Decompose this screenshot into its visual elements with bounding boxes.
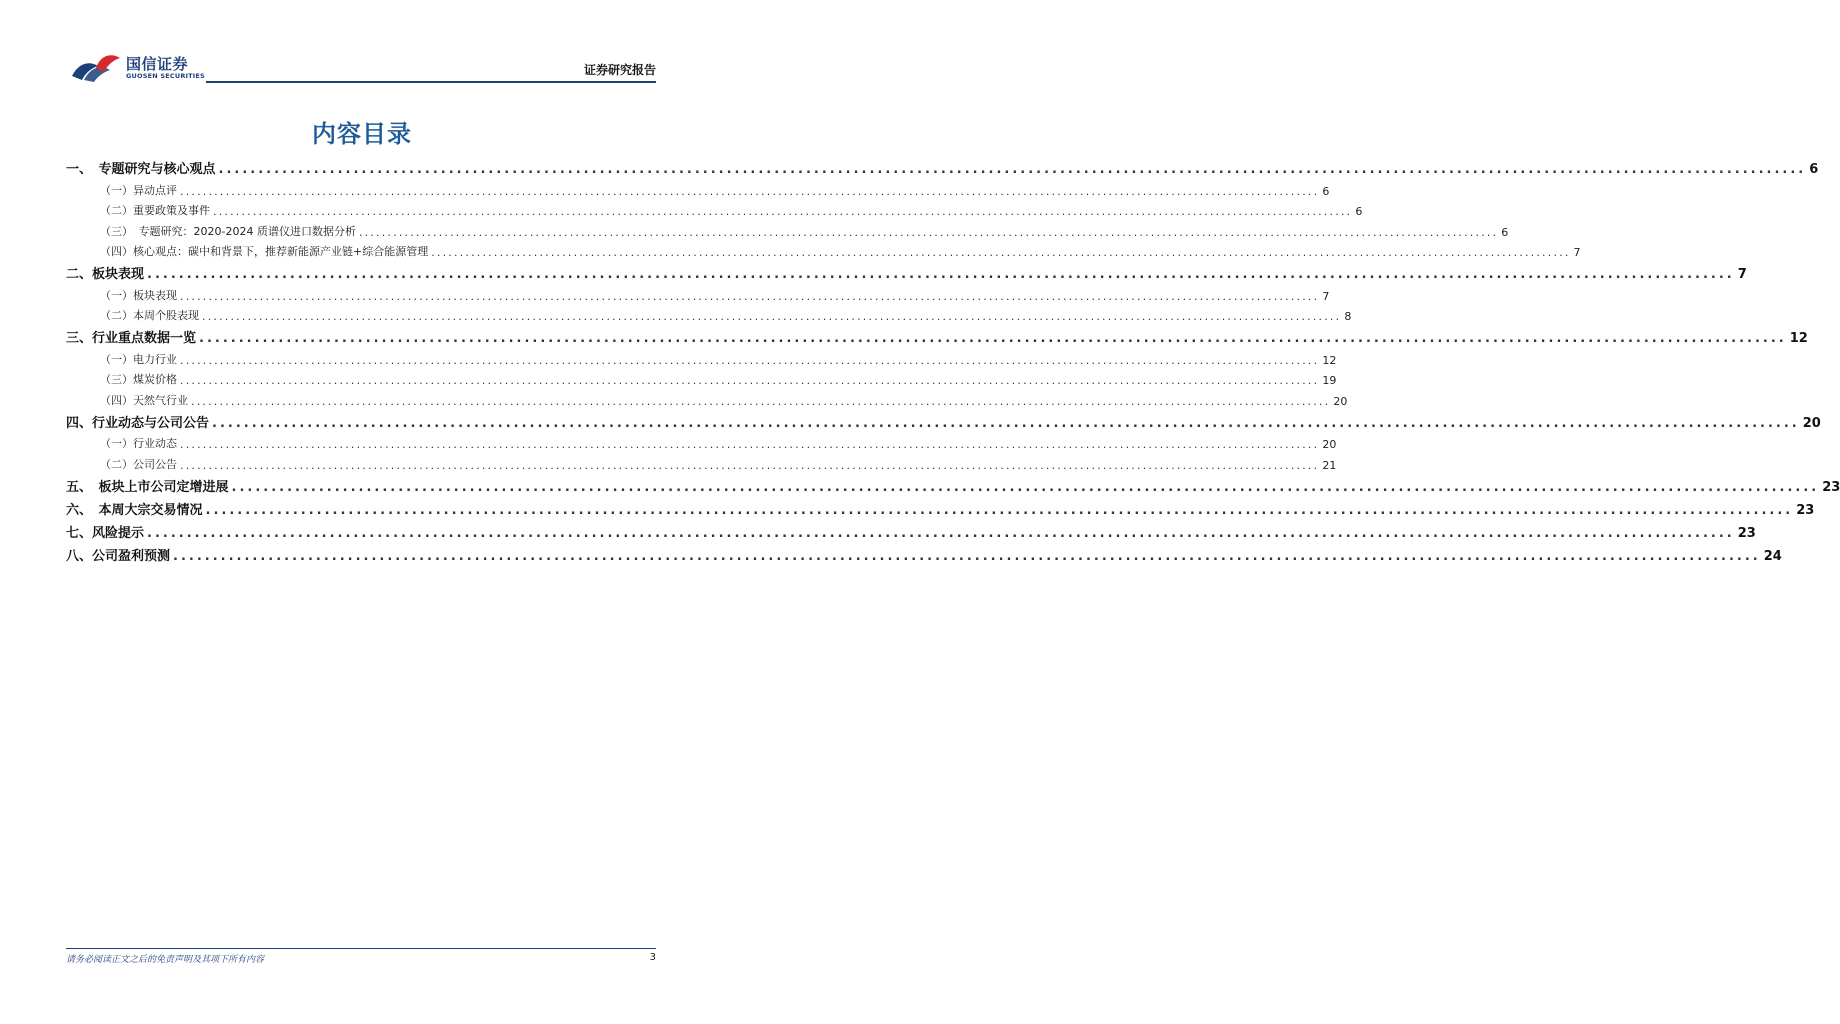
toc-leader-dots: ........................................................................................................................................................................................................ (147, 267, 1735, 282)
toc-leader-dots: ........................................................................................................................................................................................................ (147, 525, 1735, 541)
toc-page-number: 6 (1322, 184, 1330, 198)
toc-leader-dots: ........................................................................................................................................................................................................ (180, 438, 1320, 451)
toc-leader-dots: ........................................................................................................................................................................................................ (180, 353, 1320, 367)
toc-entry-text: （一）异动点评 (100, 183, 177, 197)
toc-subsection-link[interactable] (66, 431, 1337, 452)
toc-leader-dots: ........................................................................................................................................................................................................ (199, 331, 1787, 346)
toc-entry-text: 二、板块表现 (66, 267, 145, 282)
toc-section-link[interactable] (66, 154, 1819, 177)
toc-entry-text: （三）煤炭价格 (100, 373, 177, 386)
table-of-contents (66, 154, 1840, 564)
header-rule (206, 81, 656, 83)
toc-leader-dots: ........................................................................................................................................................................................................ (213, 205, 1353, 218)
toc-leader-dots: ........................................................................................................................................................................................................ (231, 479, 1820, 495)
toc-entry-text: 八、公司盈利预测 (66, 548, 171, 564)
toc-subsection-link[interactable] (66, 198, 1363, 219)
toc-page-number: 6 (1809, 162, 1819, 177)
toc-entry-text: （三） 专题研究：2020-2024 质谱仪进口数据分析 (100, 224, 356, 238)
toc-page-number: 7 (1737, 267, 1747, 282)
logo-chinese-name: 国信证券 (126, 55, 189, 73)
toc-entry-text: （一）板块表现 (100, 288, 177, 302)
toc-page-number: 7 (1322, 289, 1330, 303)
toc-section-link[interactable] (66, 408, 1821, 431)
toc-entry-text: 六、 本周大宗交易情况 (66, 502, 203, 518)
toc-page-number: 8 (1344, 310, 1352, 323)
toc-section-link[interactable] (66, 323, 1808, 346)
disclaimer: 请务必阅读正文之后的免责声明及其项下所有内容 (66, 955, 265, 965)
footer-rule (66, 948, 656, 949)
toc-entry-text: 四、行业动态与公司公告 (66, 415, 210, 431)
toc-entry-text: （二）公司公告 (100, 457, 177, 471)
toc-page-number: 6 (1355, 205, 1363, 218)
toc-entry-text: （四）天然气行业 (100, 393, 188, 407)
toc-page-number: 12 (1322, 353, 1337, 367)
toc-section-link[interactable] (66, 259, 1747, 282)
toc-page-number: 20 (1802, 415, 1821, 431)
logo-english-name: GUOSEN SECURITIES (126, 72, 205, 80)
toc-leader-dots: ........................................................................................................................................................................................................ (180, 458, 1320, 472)
toc-page-number: 21 (1322, 458, 1337, 472)
toc-section-link[interactable] (66, 541, 1782, 564)
toc-entry-text: （一）电力行业 (100, 352, 177, 366)
toc-page-number: 6 (1501, 225, 1509, 239)
toc-subsection-link[interactable] (66, 177, 1330, 198)
toc-leader-dots: ........................................................................................................................................................................................................ (431, 246, 1571, 259)
toc-leader-dots: ........................................................................................................................................................................................................ (173, 548, 1761, 564)
toc-section-link[interactable] (66, 495, 1815, 518)
toc-section-link[interactable] (66, 472, 1840, 495)
toc-subsection-link[interactable] (66, 239, 1581, 260)
toc-subsection-link[interactable] (66, 303, 1352, 324)
guosen-logo (70, 50, 230, 84)
toc-page-number: 20 (1333, 394, 1348, 408)
toc-entry-text: 五、 板块上市公司定增进展 (66, 479, 229, 495)
toc-page-number: 19 (1322, 374, 1337, 387)
toc-entry-text: 三、行业重点数据一览 (66, 331, 197, 346)
toc-entry-text: 一、 专题研究与核心观点 (66, 162, 216, 177)
toc-subsection-link[interactable] (66, 367, 1337, 388)
toc-subsection-link[interactable] (66, 282, 1330, 303)
toc-page-number: 7 (1573, 246, 1581, 259)
toc-page-number: 20 (1322, 438, 1337, 451)
toc-leader-dots: ........................................................................................................................................................................................................ (180, 289, 1320, 303)
toc-page-number: 24 (1763, 548, 1782, 564)
toc-leader-dots: ........................................................................................................................................................................................................ (358, 225, 1499, 239)
toc-leader-dots: ........................................................................................................................................................................................................ (205, 502, 1794, 518)
report-type: 证券研究报告 (583, 63, 656, 77)
toc-leader-dots: ........................................................................................................................................................................................................ (180, 374, 1320, 387)
toc-leader-dots: ........................................................................................................................................................................................................ (180, 184, 1320, 198)
toc-page-number: 12 (1789, 331, 1808, 346)
toc-subsection-link[interactable] (66, 218, 1509, 239)
guosen-logo-icon (70, 50, 126, 84)
toc-entry-text: （四）核心观点：碳中和背景下，推荐新能源产业链+综合能源管理 (100, 245, 429, 258)
toc-section-link[interactable] (66, 518, 1756, 541)
page-header (70, 50, 656, 84)
toc-title: 内容目录 (312, 120, 412, 148)
toc-page-number: 23 (1737, 525, 1756, 541)
page-number: 3 (649, 952, 656, 963)
toc-subsection-link[interactable] (66, 451, 1337, 472)
toc-page-number: 23 (1822, 479, 1840, 495)
toc-entry-text: （一）行业动态 (100, 437, 177, 450)
toc-subsection-link[interactable] (66, 346, 1337, 367)
toc-leader-dots: ........................................................................................................................................................................................................ (202, 310, 1342, 323)
toc-leader-dots: ........................................................................................................................................................................................................ (218, 162, 1807, 177)
toc-page-number: 23 (1796, 502, 1815, 518)
toc-leader-dots: ........................................................................................................................................................................................................ (212, 415, 1800, 431)
toc-entry-text: 七、风险提示 (66, 525, 145, 541)
toc-leader-dots: ........................................................................................................................................................................................................ (191, 394, 1331, 408)
toc-entry-text: （二）本周个股表现 (100, 309, 199, 322)
toc-entry-text: （二）重要政策及事件 (100, 204, 210, 217)
toc-subsection-link[interactable] (66, 387, 1348, 408)
